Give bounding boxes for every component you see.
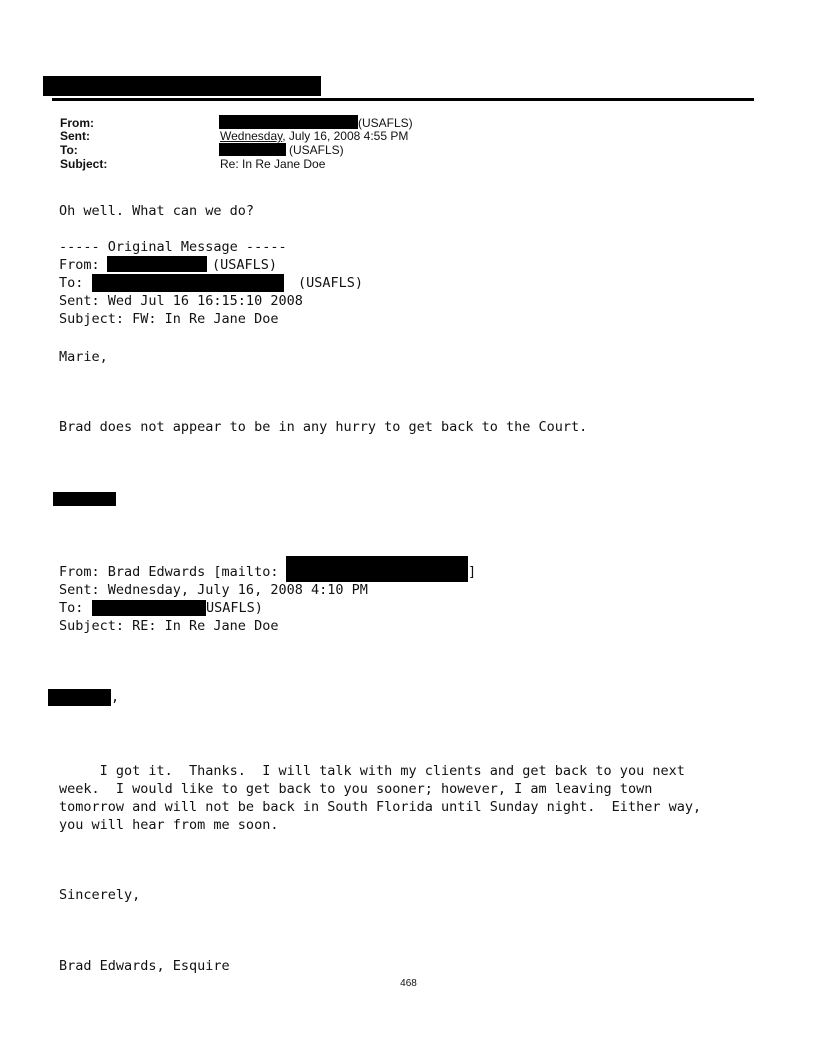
redaction-greeting-name xyxy=(48,689,111,706)
original-to-suffix: (USAFLS) xyxy=(298,275,364,291)
forwarded-to-label: To: xyxy=(59,600,84,616)
sent-value xyxy=(220,129,408,143)
redaction-to-name xyxy=(219,143,286,156)
from-label: From: xyxy=(60,116,94,130)
redaction-forwarded-to xyxy=(92,600,206,616)
redaction-top-name xyxy=(43,76,321,96)
original-message-divider: ----- Original Message ----- xyxy=(59,239,287,255)
forwarded-body-line-3: tomorrow and will not be back in South Florida until Sunday night. Either way, xyxy=(59,799,702,815)
sent-weekday: Wednesday xyxy=(220,129,283,143)
redaction-forwarded-email xyxy=(286,556,468,582)
original-from-label: From: xyxy=(59,257,100,273)
subject-value: Re: In Re Jane Doe xyxy=(220,157,326,171)
original-from-suffix: (USAFLS) xyxy=(212,257,278,273)
redaction-original-to xyxy=(92,274,284,292)
forwarded-from-close: ] xyxy=(468,564,477,580)
forwarded-from-label: From: Brad Edwards [mailto: xyxy=(59,564,279,580)
redaction-from-name xyxy=(219,115,358,129)
closing: Sincerely, xyxy=(59,887,141,903)
original-sent-line: Sent: Wed Jul 16 16:15:10 2008 xyxy=(59,293,303,309)
original-body: Brad does not appear to be in any hurry to get back to the Court. xyxy=(59,419,588,435)
greeting-comma: , xyxy=(111,689,120,705)
sent-label: Sent: xyxy=(60,129,90,143)
forwarded-body-line-1: I got it. Thanks. I will talk with my clients and get back to you next xyxy=(59,763,685,779)
from-value-suffix: (USAFLS) xyxy=(358,116,413,130)
to-label: To: xyxy=(60,143,78,157)
forwarded-sent-line: Sent: Wednesday, July 16, 2008 4:10 PM xyxy=(59,582,368,598)
header-rule xyxy=(52,98,754,101)
sent-date-rest: , July 16, 2008 4:55 PM xyxy=(282,129,409,143)
forwarded-to-suffix: USAFLS) xyxy=(206,600,263,616)
subject-label: Subject: xyxy=(60,157,108,171)
reply-body: Oh well. What can we do? xyxy=(59,203,255,219)
original-to-label: To: xyxy=(59,275,84,291)
redaction-original-from xyxy=(107,256,207,272)
to-value-suffix: (USAFLS) xyxy=(289,143,344,157)
forwarded-body-line-4: you will hear from me soon. xyxy=(59,817,279,833)
original-subject-line: Subject: FW: In Re Jane Doe xyxy=(59,311,279,327)
redaction-signature xyxy=(53,492,116,506)
signature: Brad Edwards, Esquire xyxy=(59,958,230,974)
original-salutation: Marie, xyxy=(59,349,108,365)
forwarded-body-line-2: week. I would like to get back to you sooner; however, I am leaving town xyxy=(59,781,653,797)
forwarded-subject-line: Subject: RE: In Re Jane Doe xyxy=(59,618,279,634)
page-number: 468 xyxy=(400,978,417,989)
